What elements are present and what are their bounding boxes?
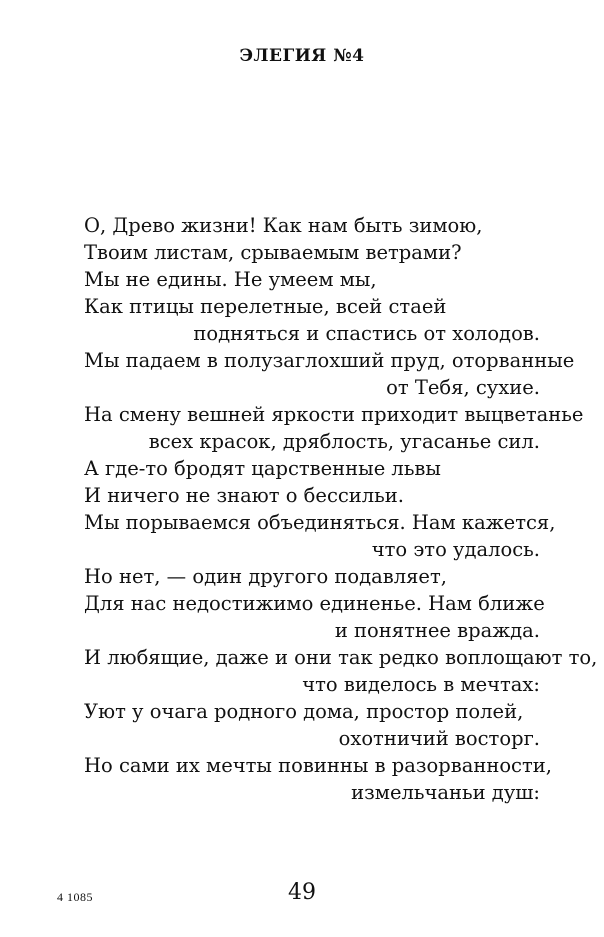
poem-line-continuation: охотничий восторг. [338, 727, 540, 750]
poem-line: И ничего не знают о бессильи. [84, 484, 404, 507]
poem-line: На смену вешней яркости приходит выцветанье [84, 403, 584, 426]
page-number: 49 [288, 880, 316, 905]
poem-line: Но сами их мечты повинны в разорванности, [84, 754, 552, 777]
printer-signature: 4 1085 [57, 890, 93, 904]
poem-line-continuation: всех красок, дряблость, угасанье сил. [148, 430, 540, 453]
poem-line-continuation: и понятнее вражда. [334, 619, 540, 642]
poem-line: Для нас недостижимо единенье. Нам ближе [84, 592, 545, 615]
poem-line: Мы падаем в полузаглохший пруд, оторванные [84, 349, 575, 372]
poem-line-continuation: что это удалось. [371, 538, 540, 561]
poem-line: Но нет, — один другого подавляет, [84, 565, 447, 588]
poem-line-continuation: от Тебя, сухие. [386, 376, 540, 399]
poem-line-continuation: подняться и спастись от холодов. [193, 322, 540, 345]
poem-line: Твоим листам, срываемым ветрами? [84, 241, 462, 264]
poem-body [84, 212, 598, 806]
poem-line: Уют у очага родного дома, простор полей, [84, 700, 524, 723]
poem-line: И любящие, даже и они так редко воплощают то, [84, 646, 598, 669]
poem-line-continuation: измельчаньи душ: [351, 781, 540, 804]
poem-line: О, Древо жизни! Как нам быть зимою, [84, 214, 483, 237]
poem-line-continuation: что виделось в мечтах: [302, 673, 540, 696]
poem-line: Мы порываемся объединяться. Нам кажется, [84, 511, 556, 534]
poem-line: Мы не едины. Не умеем мы, [84, 268, 377, 291]
poem-line: Как птицы перелетные, всей стаей [84, 295, 447, 318]
poem-title: ЭЛЕГИЯ №4 [239, 46, 365, 66]
poem-line: А где-то бродят царственные львы [84, 457, 441, 480]
